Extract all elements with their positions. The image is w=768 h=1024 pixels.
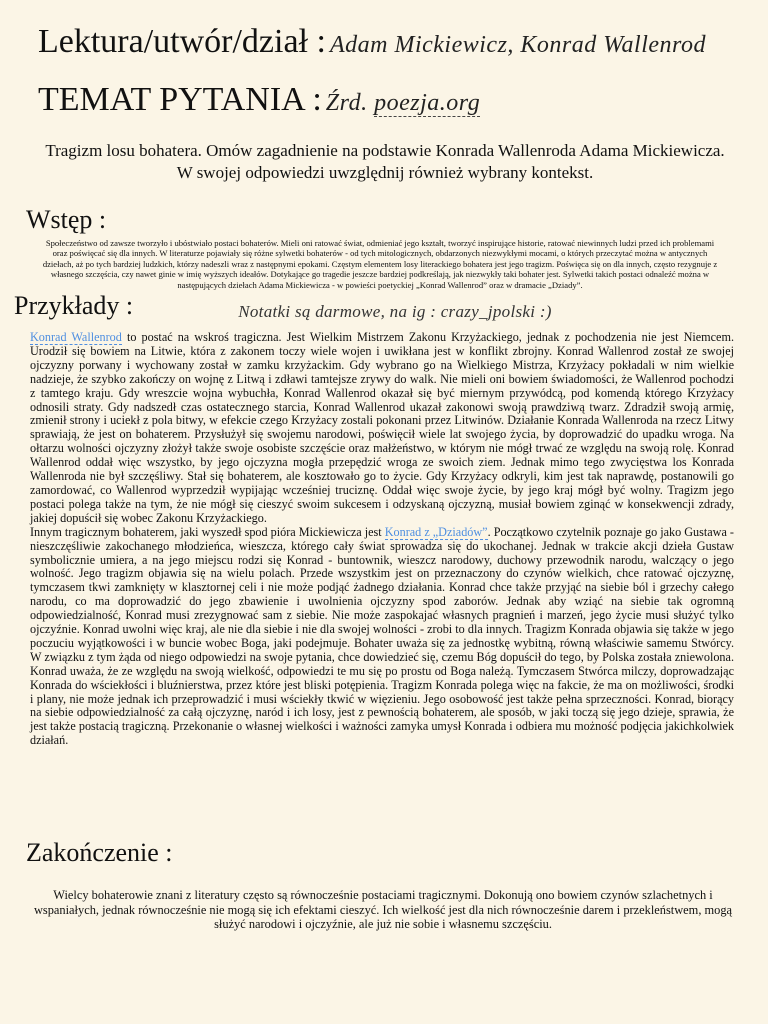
- source-link[interactable]: poezja.org: [374, 90, 481, 116]
- zakonczenie-paragraph: Wielcy bohaterowie znani z literatury często są równocześnie postaciami tragicznymi. Dokonują ono bowiem czynów szlachetnych i wspaniałych, jednak równocześnie nie mogą się ich efektami cieszyć. Ich wielkość jest dla nich równocześnie darem i przekleństwem, mogą służyć narodowi i ojczyźnie, ale już nie sobie i własnemu szczęściu.: [33, 888, 733, 931]
- topic-text: Tragizm losu bohatera. Omów zagadnienie na podstawie Konrada Wallenroda Adama Mickiewicza. W swojej odpowiedzi uwzględnij również wybrany kontekst.: [45, 141, 725, 182]
- paragraph-dziady: [30, 526, 734, 749]
- lektura-row: [38, 22, 706, 62]
- source-note: [326, 90, 480, 117]
- paragraph-wallenrod: [30, 331, 734, 526]
- notes-caption: Notatki są darmowe, na ig : crazy_jpolski :): [238, 302, 552, 321]
- konrad-dziady-link[interactable]: Konrad z „Dziadów”: [384, 524, 488, 539]
- temat-row: [38, 80, 480, 120]
- paragraph-dziady-text-b: . Początkowo czytelnik poznaje go jako Gustawa - nieszczęśliwie zakochanego młodzieńca, wieszcza, którego cały świat sprowadza się do ukochanej. Jednak w trakcie akcji dzieła Gustaw symbolicznie umiera, a na jego miejscu rodzi się Konrad - buntownik, wieszcz narodowy, duchowy przewodnik narodu, walczący o jego wolność. Jego tragizm objawia się na wielu polach. Przede wszystkim jest on przeznaczony do czynów wielkich, chce ratować ojczyznę, tymczasem tkwi zamknięty w klasztornej celi i nie może podjąć żadnego działania. Konrad chce także przyjąć na siebie ból i grzechy całego narodu, co ma doprowadzić do jego zbawienie i uwolnienia ojczyzny spod zaborów. Jednak aby wziąć na siebie tak ogromną odpowiedzialność, Konrad musi zrezygnować sam z siebie. Nie może zaspokajać własnych pragnień i marzeń, jego życie musi służyć tylko ojczyźnie. Konrad uwolni więc kraj, ale nie dla siebie i nie dla swojej wolności - zrobi to dla innych. Tragizm Konrada objawia się także w jego poczuciu wyjątkowości i w buncie wobec Boga, jaki podejmuje. Bohater uważa się za jednostkę wybitną, równą właściwie samemu Stwórcy. W związku z tym żąda od niego odpowiedzi na swoje pytania, chce dowiedzieć się, czemu Bóg dopuścił do tego, by Polska została zniewolona. Konrad uważa, że ze względu na swoją wielkość, odpowiedzi te mu się po prostu od Boga należą. Tymczasem Stwórca milczy, doprowadzając Konrada do wściekłości i bluźnierstwa, przez które jest bliski potępienia. Tragizm Konrada polega więc na fakcie, że ma on możliwości, środki i plany, nie może jednak ich przeprowadzić i musi wściekły tkwić w więzieniu. Jego osobowość jest także pełna sprzeczności. Konrad, biorący na siebie odpowiedzialność za całą ojczyznę, naród i ich losy, jest z pewnością bohaterem, ale sposób, w jaki toczą się jego dzieje, sprawia, że jest także postacią tragiczną. Przekonanie o własnej wielkości i ważności zamyka umysł Konrada i odbiera mu możność podjęcia jakichkolwiek działań.: [30, 524, 734, 748]
- paragraph-wallenrod-text: to postać na wskroś tragiczna. Jest Wielkim Mistrzem Zakonu Krzyżackiego, jednak z pochodzenia nie jest Niemcem. Urodził się bowiem na Litwie, która z zakonem toczy wiele wojen i uwikłana jest w konflikt zbrojny. Konrad Wallenrod został ze swojej ojczyzny porwany i wychowany został w zamku krzyżackim. Gdy wybrano go na Wielkiego Mistrza, Krzyżacy pokładali w nim wielkie nadzieje, że szybko zakończy on wojnę z Litwą i zdławi tamtejsze zrywy do walk. Nie mieli oni bowiem świadomości, że Wallenrod pochodzi z tamtego kraju. Gdy wreszcie wojna wybuchła, Konrad Wallenrod okazał się być miernym przywódcą, pod komendą którego Krzyżacy odnosili straty. Gdy nadszedł czas ostatecznego starcia, Konrad Wallenrod ukazał zakonowi swoją prawdziwą twarz. Zdradził swoją armię, zmienił strony i uciekł z pola bitwy, w efekcie czego Krzyżacy zostali pokonani przez Litwinów. Działanie Konrada Wallenroda na rzecz Litwy sprawiają, że jest on bohaterem. Przysłużył się swojemu narodowi, poświęcił wiele lat swojego życia, by doprowadzić do upadku wroga. Na ołtarzu wolności ojczyzny złożył także swoje osobiste szczęście oraz małżeństwo, w którym nie mógł trwać ze względu na swoją rolę. Konrad Wallenrod oddał więc wszystko, by jego ojczyzna mogła przepędzić wroga ze swoich ziem. Jednak mimo tego zwycięstwa los Konrada Wallenroda nie był szczęśliwy. Stał się bohaterem, ale kosztowało go to życie. Gdy Krzyżacy odkryli, kim jest tak naprawdę, postanowili go zamordować, co Wallenrod wyprzedził wypijając wcześniej truciznę. Oddał więc swoje życie, by jego kraj mógł być wolny. Tragizm jego postaci polega także na tym, że nie mógł się cieszyć swoim sukcesem i odzyskaną ojczyzną, musiał bowiem zginąć w konsekwencji zdrady, jakiej dopuścił się wobec Zakonu Krzyżackiego.: [30, 330, 734, 525]
- lektura-label: Lektura/utwór/dział :: [38, 23, 326, 60]
- przyklady-body: [30, 331, 734, 748]
- zakonczenie-heading: Zakończenie :: [26, 838, 173, 867]
- przyklady-heading: Przykłady :: [14, 291, 134, 320]
- temat-label: TEMAT PYTANIA :: [38, 81, 322, 118]
- paragraph-dziady-text-a: Innym tragicznym bohaterem, jaki wyszedł spod pióra Mickiewicza jest: [30, 524, 385, 539]
- konrad-wallenrod-link[interactable]: Konrad Wallenrod: [30, 330, 122, 344]
- wstep-heading: Wstęp :: [26, 205, 107, 234]
- lektura-value: Adam Mickiewicz, Konrad Wallenrod: [329, 32, 706, 58]
- source-prefix: Źrd.: [325, 90, 375, 116]
- wstep-paragraph: Społeczeństwo od zawsze tworzyło i ubóstwiało postaci bohaterów. Mieli oni ratować świat, odmieniać jego kształt, tworzyć inspirujące historie, ratować niewinnych ludzi przed ich problemami oraz poświęcać się dla innych. W literaturze pojawiały się różne sylwetki bohaterów - od tych mitologicznych, obdarzonych niezwykłymi mocami, o których przeczytać można w antycznych dziełach, aż po tych bardziej ludzkich, którzy nadeszli wraz z następnymi epokami. Częstym elementem losy literackiego bohatera jest jego tragizm. Poświęca się on dla innych, często rezygnuje z własnego szczęścia, czy nawet ginie w imię wyższych ideałów. Dotykające go tragedie jeszcze bardziej podkreślają, jak niezwykły taki bohater jest. Sylwetki takich postaci odnaleźć można w następujących dziełach Adama Mickiewicza - w powieści poetyckiej „Konrad Wallenrod” oraz w dramacie „Dziady”.: [42, 238, 718, 290]
